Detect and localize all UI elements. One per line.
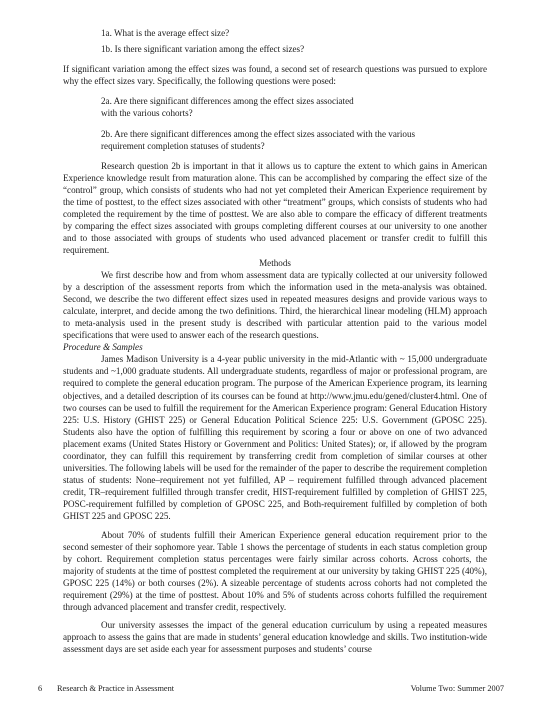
research-questions-2 — [101, 95, 487, 151]
rq2b-paragraph: Research question 2b is important in that it allows us to capture the extent to which gains in American Experience knowledge result from maturation alone. This can be accomplished by comparing the effect size of the “control” group, which consists of students who had not yet completed their American Experience requirement by the time of posttest, to the effect sizes associated with other “treatment” groups, which consists of students who had completed the requirement by the time of posttest. We are also able to compare the efficacy of different treatments by comparing the effect sizes associated with groups completing different courses at our university to one another and to those associated with groups of students who used advanced placement or transfer credit to fulfill this requirement. — [63, 160, 487, 256]
body-column — [63, 27, 487, 656]
question-1a: 1a. What is the average effect size? — [101, 28, 230, 38]
page-number: 6 — [38, 684, 43, 693]
methods-heading: Methods — [259, 257, 291, 268]
research-questions-1 — [101, 27, 487, 55]
assessment-paragraph: Our university assesses the impact of the general education curriculum by using a repeated measures approach to assess the gains that are made in students’ general education knowledge and skills. Two institution-wide assessment days are set aside each year for assessment purposes and students’ course — [63, 620, 487, 655]
issue-info: Volume Two: Summer 2007 — [410, 684, 504, 693]
procedure-paragraph: James Madison University is a 4-year public university in the mid-Atlantic with ~ 15,000 undergraduate students and ~1,000 graduate students. All undergraduate students, regardless of major or professional program, are required to complete the general education program. The purpose of the American Experience program, its learning objectives, and a detailed description of its courses can be found at http://www.jmu.edu/gened/cluster4.html. One of two courses can be used to fulfill the requirement for the American Experience program: General Education History 225: U.S. History (GHIST 225) or General Education Political Science 225: U.S. Government (GPOSC 225). Students also have the option of fulfilling this requirement by scoring a four or above on one of two advanced placement exams (United States History or Government and Politics: United States); or, if allowed by the program coordinator, they can fulfill this requirement by transferring credit from completion of similar courses at other universities. The following labels will be used for the remainder of the paper to describe the requirement completion status of students: None–requirement not yet fulfilled, AP – requirement fulfilled through advanced placement credit, TR–requirement fulfilled through transfer credit, HIST-requirement fulfilled by completion of GHIST 225, POSC-requirement fulfilled by completion of GPOSC 225, and Both-requirement fulfilled by completion of both GHIST 225 and GPOSC 225. — [63, 354, 487, 522]
question-1b: 1b. Is there significant variation among the effect sizes? — [101, 44, 305, 55]
question-2b: 2b. Are there significant differences among the effect sizes associated with the various requirement completion statuses of students? — [101, 128, 416, 151]
methods-paragraph: We first describe how and from whom assessment data are typically collected at our university followed by a description of the assessment reports from which the information used in the meta-analysis was obtained. Second, we describe the two different effect sizes used in repeated measures designs and provide various ways to calculate, interpret, and decide among the two definitions. Third, the hierarchical linear modeling (HLM) approach to meta-analysis used in the present study is described with particular attention paid to the various model specifications that were used to answer each of the research questions. — [63, 269, 487, 341]
intro-paragraph: If significant variation among the effect sizes was found, a second set of research questions was pursued to explore why the effect sizes vary. Specifically, the following questions were posed: — [63, 64, 487, 87]
page-footer — [0, 683, 550, 697]
cohort-paragraph: About 70% of students fulfill their American Experience general education requirement prior to the second semester of their sophomore year. Table 1 shows the percentage of students in each status completion group by cohort. Requirement completion status percentages were fairly similar across cohorts. Across cohorts, the majority of students at the time of posttest completed the requirement at our university by taking GHIST 225 (40%), GPOSC 225 (14%) or both courses (2%). A sizeable percentage of students across cohorts had not completed the requirement (29%) at the time of posttest. About 10% and 5% of students across cohorts fulfilled the requirement through advanced placement and transfer credit, respectively. — [63, 529, 487, 613]
procedure-heading: Procedure & Samples — [63, 342, 143, 353]
journal-title: Research & Practice in Assessment — [57, 684, 175, 693]
question-2a: 2a. Are there significant differences among the effect sizes associated with the various cohorts? — [101, 96, 354, 119]
